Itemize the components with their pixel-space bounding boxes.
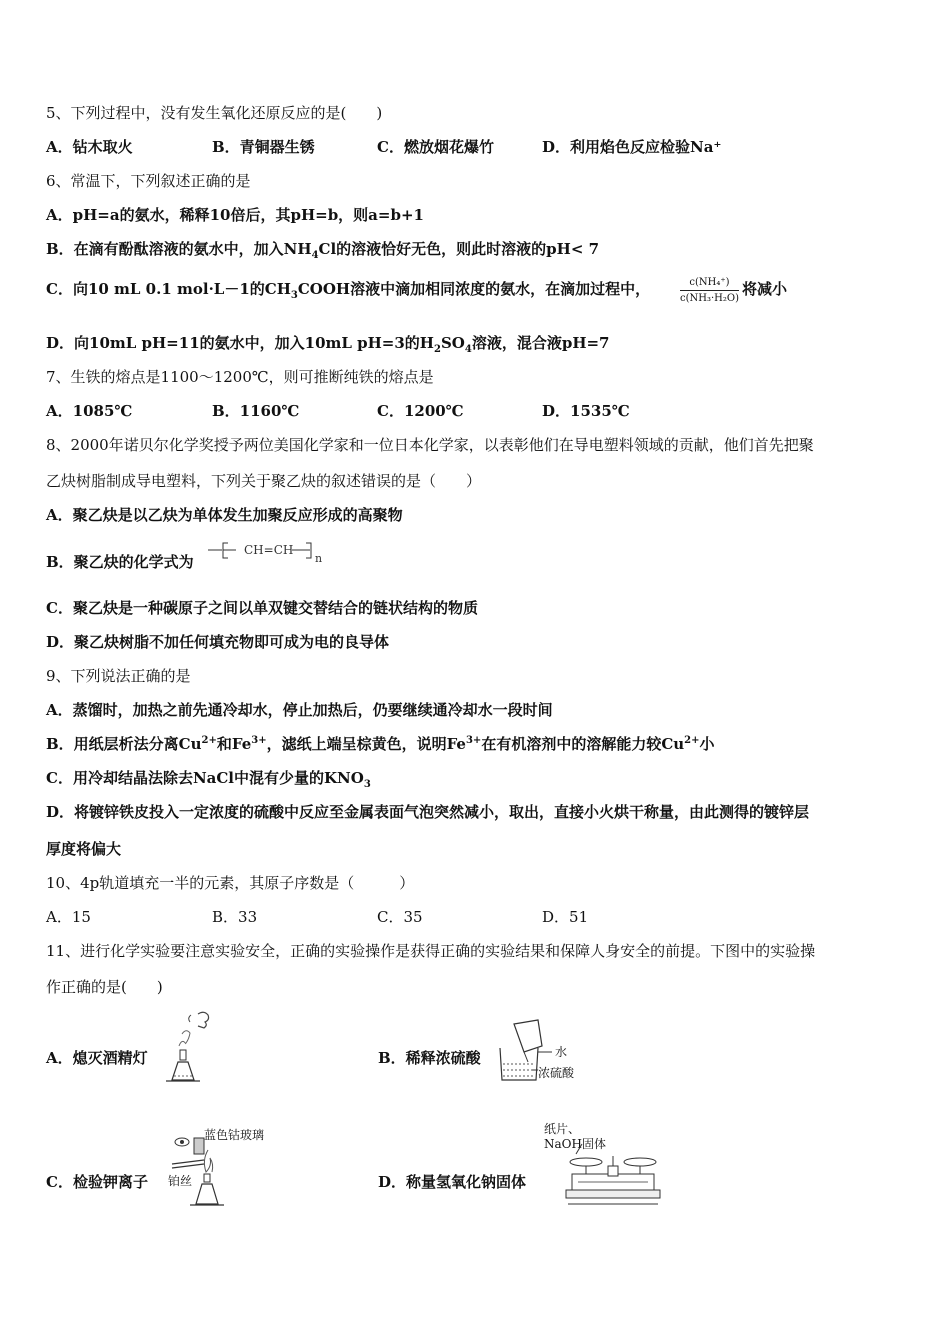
q9-b-text-3: ，滤纸上端呈棕黄色，说明Fe (266, 735, 466, 753)
q6-c-tail: 将减小 (742, 280, 788, 298)
q6-option-d (46, 332, 610, 354)
polyacetylene-formula-text: CH=CH (244, 543, 294, 557)
q11-stem-line-2: 作正确的是( ) (46, 978, 163, 996)
q11-option-c: C．检验钾离子 (46, 1173, 148, 1191)
q9-option-d-line-2: 厚度将偏大 (46, 840, 122, 858)
q10-options (46, 906, 588, 928)
q11-stem-line-1: 11、进行化学实验要注意实验安全，正确的实验操作是获得正确的实验结果和保障人身安全的前提。下图中的实验操 (46, 942, 816, 960)
q9-stem: 9、下列说法正确的是 (46, 667, 191, 685)
q6-b-text-2: Cl的溶液恰好无色，则此时溶液的pH< 7 (318, 240, 600, 258)
q8-option-a: A．聚乙炔是以乙炔为单体发生加聚反应形成的高聚物 (46, 506, 403, 524)
label-water: 水 (555, 1045, 568, 1059)
q5-option-d: D．利用焰色反应检验Na⁺ (542, 138, 722, 156)
q9-b-sup-3: 3+ (465, 735, 482, 746)
q5-option-c: C．燃放烟花爆竹 (377, 138, 494, 156)
label-platinum-wire: 铂丝 (168, 1174, 193, 1188)
q6-d-text-1: D．向10mL pH=11的氨水中，加入10mL pH=3的H (46, 334, 434, 352)
q7-options (46, 400, 630, 422)
q11-option-a: A．熄灭酒精灯 (46, 1049, 148, 1067)
balance-figure (562, 1140, 662, 1212)
q9-c-text: C．用冷却结晶法除去NaCl中混有少量的KNO (46, 769, 364, 787)
q9-b-text-2: 和Fe (216, 735, 252, 753)
q10-option-a: A．15 (46, 908, 91, 926)
q7-option-c: C．1200℃ (377, 402, 464, 420)
q7-option-a: A．1085℃ (46, 402, 133, 420)
flame-test-figure (168, 1132, 238, 1212)
q9-option-c (46, 767, 371, 789)
q5-stem: 5、下列过程中，没有发生氧化还原反应的是( ) (46, 104, 383, 122)
q6-c-text-1: C．向10 mL 0.1 mol·L－1的CH (46, 280, 291, 298)
q6-d-text-2: SO (440, 334, 465, 352)
q10-option-d: D．51 (542, 908, 589, 926)
q6-stem: 6、常温下，下列叙述正确的是 (46, 172, 251, 190)
q10-option-c: C．35 (377, 908, 423, 926)
q6-d-subscript-1: 2 (433, 344, 441, 355)
q6-c-subscript: 3 (290, 290, 298, 301)
q6-option-a: A．pH=a的氨水，稀释10倍后，其pH=b，则a=b+1 (46, 206, 424, 224)
q7-stem: 7、生铁的熔点是1100～1200℃，则可推断纯铁的熔点是 (46, 368, 434, 386)
q7-option-b: B．1160℃ (212, 402, 300, 420)
q9-b-sup-1: 2+ (201, 735, 217, 746)
polyacetylene-n: n (315, 552, 323, 565)
flame-test-icon (168, 1132, 238, 1212)
q8-stem-line-2: 乙炔树脂制成导电塑料，下列关于聚乙炔的叙述错误的是（ ） (46, 472, 482, 490)
q11-option-d: D．称量氢氧化钠固体 (378, 1173, 527, 1191)
label-paper-line-2: NaOH固体 (544, 1137, 606, 1151)
q6-b-subscript: 4 (311, 250, 319, 261)
label-paper-line-1: 纸片、 (544, 1122, 581, 1136)
label-cobalt-glass: 蓝色钴玻璃 (204, 1128, 265, 1142)
alcohol-lamp-icon (160, 1008, 220, 1086)
q5-option-a: A．钻木取火 (46, 138, 133, 156)
q6-option-b (46, 238, 599, 260)
q8-stem-line-1: 8、2000年诺贝尔化学奖授予两位美国化学家和一位日本化学家，以表彰他们在导电塑料领域的贡献，他们首先把聚 (46, 436, 814, 454)
q11-option-b: B．稀释浓硫酸 (378, 1049, 481, 1067)
q6-c-text-2: COOH溶液中滴加相同浓度的氨水，在滴加过程中， (297, 280, 651, 298)
balance-icon (562, 1140, 662, 1212)
q9-option-d-line-1: D．将镀锌铁皮投入一定浓度的硫酸中反应至金属表面气泡突然减小，取出，直接小火烘干称量，由此测得的镀锌层 (46, 803, 810, 821)
q9-c-subscript: 3 (363, 779, 371, 790)
q9-b-text-4: 在有机溶剂中的溶解能力较Cu (481, 735, 685, 753)
q6-d-subscript-2: 4 (464, 344, 472, 355)
q5-option-b: B．青铜器生锈 (212, 138, 315, 156)
q9-option-b (46, 733, 715, 755)
q8-option-c: C．聚乙炔是一种碳原子之间以单双键交替结合的链状结构的物质 (46, 599, 478, 617)
label-concentrated-acid: 浓硫酸 (538, 1066, 575, 1080)
q6-d-text-3: 溶液，混合液pH=7 (471, 334, 610, 352)
q9-option-a: A．蒸馏时，加热之前先通冷却水，停止加热后，仍要继续通冷却水一段时间 (46, 701, 553, 719)
q6-c-fraction-numerator: c(NH₄⁺) (680, 277, 739, 291)
q10-option-b: B．33 (212, 908, 258, 926)
q9-b-text-1: B．用纸层析法分离Cu (46, 735, 202, 753)
polyacetylene-formula (206, 538, 336, 568)
alcohol-lamp-blowout-figure (160, 1008, 220, 1086)
q6-option-c (46, 278, 650, 300)
polyacetylene-formula-graphic (206, 538, 336, 568)
q9-b-sup-2: 3+ (251, 735, 267, 746)
q6-b-text-1: B．在滴有酚酞溶液的氨水中，加入NH (46, 240, 312, 258)
q9-b-text-5: 小 (699, 735, 715, 753)
q8-option-b: B．聚乙炔的化学式为 (46, 553, 194, 571)
q8-option-d: D．聚乙炔树脂不加任何填充物即可成为电的良导体 (46, 633, 390, 651)
q6-c-fraction (680, 277, 739, 304)
q9-b-sup-4: 2+ (684, 735, 700, 746)
q5-options (46, 136, 721, 158)
q7-option-d: D．1535℃ (542, 402, 630, 420)
q6-c-fraction-denominator: c(NH₃·H₂O) (680, 293, 739, 304)
q10-stem: 10、4p轨道填充一半的元素，其原子序数是（ ） (46, 874, 415, 892)
